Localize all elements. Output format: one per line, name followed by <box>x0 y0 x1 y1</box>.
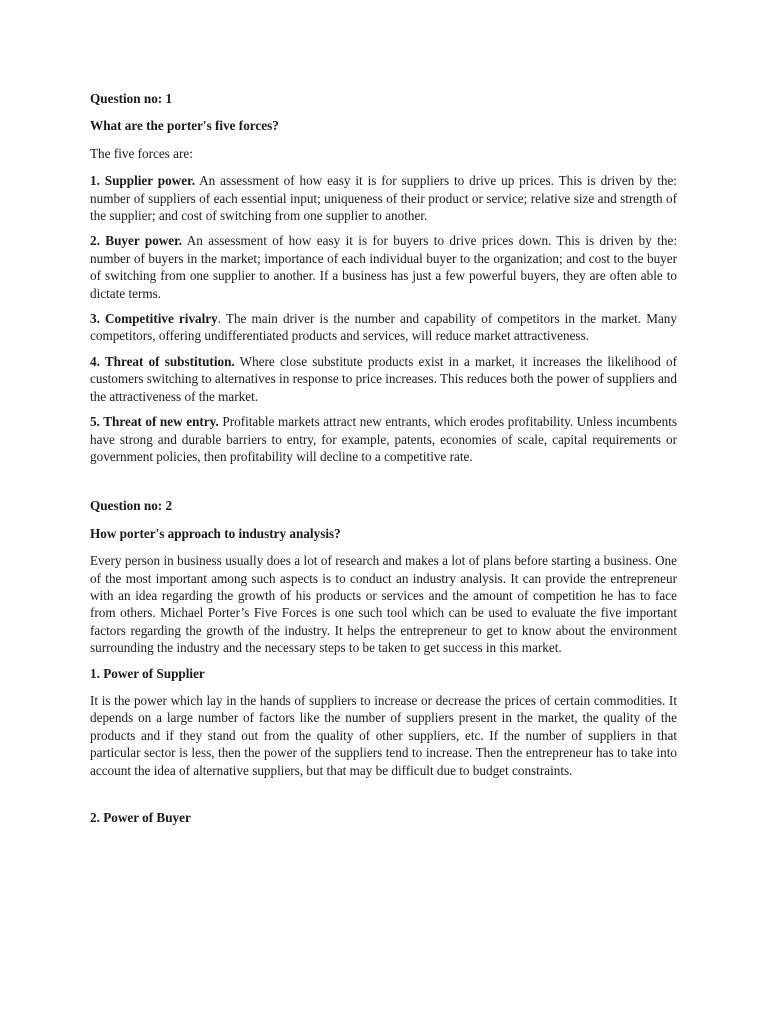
power-of-supplier-paragraph: It is the power which lay in the hands of suppliers to increase or decrease the prices of certain commodities. It depends on a large number of factors like the number of suppliers present in the market, the quality of the products and if they stand out from the quality of other suppliers, etc. If the number of suppliers in that particular sector is less, then the power of the suppliers tend to increase. Then the entrepreneur has to take into account the idea of alternative suppliers, but that may be difficult due to budget constraints. <box>90 692 677 778</box>
question-2-title: How porter's approach to industry analysis? <box>90 525 341 541</box>
force-description: An assessment of how easy it is for suppliers to drive up prices. This is driven by the: number of suppliers of each essential input; uniqueness of their product or service; relative size and strength of the supplier; and cost of switching from one supplier to another. <box>90 173 677 224</box>
force-competitive-rivalry <box>90 310 677 345</box>
force-threat-of-substitution <box>90 353 677 405</box>
force-threat-of-new-entry <box>90 413 677 465</box>
question-1-heading: Question no: 1 <box>90 91 173 106</box>
force-term: 4. Threat of substitution. <box>90 353 235 369</box>
section-spacer <box>90 473 677 497</box>
power-of-buyer-heading: 2. Power of Buyer <box>90 810 191 825</box>
force-term: 3. Competitive rivalry <box>90 311 218 327</box>
industry-analysis-paragraph: Every person in business usually does a lot of research and makes a lot of plans before starting a business. One of the most important among such aspects is to conduct an industry analysis. It can provide the entrepreneur with an idea regarding the growth of his products or services and the amount of competition he has to face from others. Michael Porter’s Five Forces is one such tool which can be used to evaluate the five important factors regarding the growth of the industry. It helps the entrepreneur to get to know about the environment surrounding the industry and the necessary steps to be taken to get success in this market. <box>90 553 677 656</box>
force-description: Where close substitute products exist in a market, it increases the likelihood of customers switching to alternatives in response to price increases. This reduces both the power of suppliers and the attractiveness of the market. <box>90 353 677 404</box>
force-buyer-power <box>90 232 677 302</box>
question-1-title: What are the porter's five forces? <box>90 118 279 134</box>
five-forces-intro: The five forces are: <box>90 145 193 161</box>
force-term: 5. Threat of new entry. <box>90 414 219 430</box>
force-supplier-power <box>90 172 677 224</box>
force-term: 1. Supplier power. <box>90 173 196 189</box>
question-2-heading: Question no: 2 <box>90 498 173 514</box>
power-of-supplier-heading: 1. Power of Supplier <box>90 665 205 681</box>
force-description: An assessment of how easy it is for buyers to drive prices down. This is driven by the: number of buyers in the market; importance of each individual buyer to the organization; and cost to the buyer of switching from one supplier to another. If a business has just a few powerful buyers, they are often able to dictate terms. <box>90 233 677 301</box>
force-description: . The main driver is the number and capability of competitors in the market. Many competitors, offering undifferentiated products and services, will reduce market attractiveness. <box>90 311 677 344</box>
force-description: Profitable markets attract new entrants, which erodes profitability. Unless incumbents have strong and durable barriers to entry, for example, patents, economies of scale, capital requirements or government policies, then profitability will decline to a competitive rate. <box>90 414 677 464</box>
document-page <box>90 90 677 836</box>
section-spacer <box>90 787 677 809</box>
force-term: 2. Buyer power. <box>90 233 183 249</box>
